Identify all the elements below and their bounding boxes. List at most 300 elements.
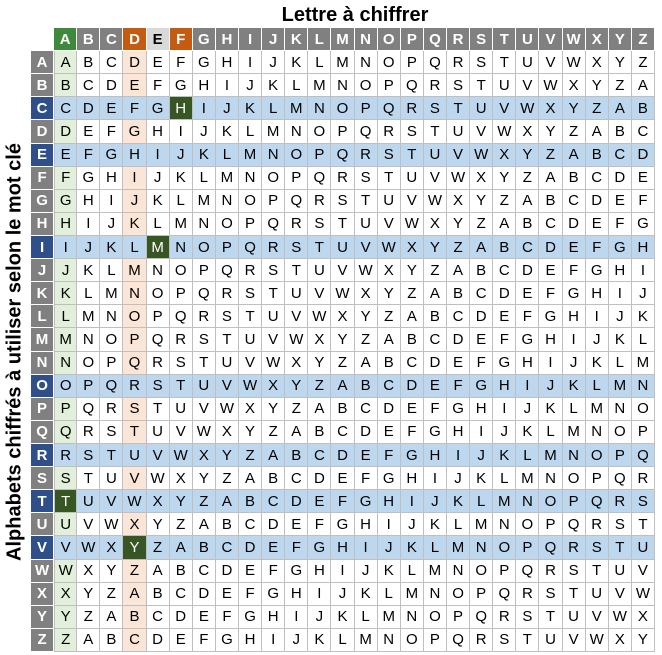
table-cell: X <box>424 213 447 236</box>
table-cell: H <box>401 467 424 490</box>
table-cell: Y <box>401 259 424 282</box>
table-cell: J <box>378 536 401 559</box>
table-cell: W <box>378 236 401 259</box>
table-cell: J <box>609 305 632 328</box>
table-cell: O <box>308 120 331 143</box>
table-cell: F <box>54 167 77 190</box>
table-cell: L <box>447 513 470 536</box>
table-cell: C <box>262 490 285 513</box>
table-cell: J <box>586 328 609 351</box>
table-cell: T <box>493 51 516 74</box>
table-cell: P <box>401 51 424 74</box>
table-cell: U <box>147 421 170 444</box>
encrypted-cell: Y <box>123 536 146 559</box>
table-cell: B <box>147 583 170 606</box>
table-cell: S <box>331 190 354 213</box>
table-cell: O <box>609 421 632 444</box>
table-cell: X <box>539 97 562 120</box>
table-cell: E <box>123 74 146 97</box>
table-cell: Z <box>516 167 539 190</box>
table-cell: I <box>147 144 170 167</box>
table-cell: E <box>447 352 470 375</box>
table-cell: W <box>609 606 632 629</box>
row-header-v: V <box>31 536 54 559</box>
table-cell: X <box>239 398 262 421</box>
table-cell: I <box>170 120 193 143</box>
table-cell: N <box>632 375 655 398</box>
table-cell: S <box>285 236 308 259</box>
table-cell: N <box>401 606 424 629</box>
table-cell: F <box>170 51 193 74</box>
table-cell: V <box>539 51 562 74</box>
table-cell: W <box>586 629 609 652</box>
table-cell: D <box>239 536 262 559</box>
table-cell: L <box>100 259 123 282</box>
table-cell: U <box>378 190 401 213</box>
table-cell: K <box>424 513 447 536</box>
table-cell: U <box>100 467 123 490</box>
table-cell: O <box>147 282 170 305</box>
table-cell: T <box>539 606 562 629</box>
table-cell: P <box>123 328 146 351</box>
table-cell: O <box>470 560 493 583</box>
table-cell: A <box>355 352 378 375</box>
row-header-j: J <box>31 259 54 282</box>
table-cell: H <box>193 74 216 97</box>
table-cell: E <box>170 629 193 652</box>
table-cell: V <box>193 398 216 421</box>
table-cell: J <box>632 282 655 305</box>
table-cell: M <box>632 352 655 375</box>
table-cell: S <box>193 328 216 351</box>
table-cell: M <box>516 467 539 490</box>
table-cell: V <box>586 606 609 629</box>
table-cell: G <box>609 236 632 259</box>
table-cell: Y <box>447 213 470 236</box>
table-cell: Z <box>632 51 655 74</box>
table-cell: D <box>77 97 100 120</box>
vigenere-table <box>31 28 655 652</box>
column-header-x: X <box>586 28 609 51</box>
table-cell: Q <box>516 560 539 583</box>
table-cell: V <box>308 282 331 305</box>
table-corner <box>31 28 54 51</box>
table-cell: G <box>216 629 239 652</box>
row-header-f: F <box>31 167 54 190</box>
table-cell: W <box>632 583 655 606</box>
table-cell: S <box>100 421 123 444</box>
table-cell: C <box>308 444 331 467</box>
table-cell: G <box>355 490 378 513</box>
table-cell: D <box>539 236 562 259</box>
table-cell: H <box>632 236 655 259</box>
table-cell: R <box>632 467 655 490</box>
table-cell: E <box>470 328 493 351</box>
table-cell: E <box>54 144 77 167</box>
table-cell: T <box>147 398 170 421</box>
table-cell: J <box>447 467 470 490</box>
column-header-t: T <box>493 28 516 51</box>
table-cell: W <box>539 74 562 97</box>
table-cell: O <box>239 190 262 213</box>
table-cell: G <box>516 328 539 351</box>
table-cell: J <box>470 444 493 467</box>
table-cell: D <box>424 352 447 375</box>
table-cell: W <box>239 375 262 398</box>
table-cell: B <box>123 606 146 629</box>
table-cell: O <box>123 305 146 328</box>
table-cell: O <box>170 259 193 282</box>
table-cell: K <box>216 120 239 143</box>
table-cell: D <box>147 629 170 652</box>
table-cell: A <box>447 259 470 282</box>
row-header-t: T <box>31 490 54 513</box>
table-cell: S <box>239 282 262 305</box>
table-cell: P <box>563 490 586 513</box>
table-cell: W <box>355 259 378 282</box>
table-cell: F <box>378 444 401 467</box>
table-cell: V <box>170 421 193 444</box>
table-cell: Z <box>216 467 239 490</box>
encrypted-cell: T <box>54 490 77 513</box>
table-cell: Z <box>447 236 470 259</box>
table-cell: Q <box>539 536 562 559</box>
table-cell: O <box>193 236 216 259</box>
table-cell: L <box>586 375 609 398</box>
table-cell: Q <box>100 375 123 398</box>
table-cell: Z <box>355 328 378 351</box>
table-cell: F <box>447 375 470 398</box>
table-cell: F <box>100 120 123 143</box>
table-cell: A <box>586 120 609 143</box>
table-cell: E <box>516 282 539 305</box>
table-cell: O <box>262 167 285 190</box>
table-cell: W <box>308 305 331 328</box>
table-cell: S <box>470 51 493 74</box>
table-cell: E <box>378 421 401 444</box>
table-cell: J <box>193 120 216 143</box>
table-cell: D <box>447 328 470 351</box>
table-cell: X <box>308 328 331 351</box>
table-cell: A <box>401 305 424 328</box>
table-cell: K <box>170 167 193 190</box>
table-cell: Y <box>147 513 170 536</box>
table-cell: N <box>285 120 308 143</box>
row-header-z: Z <box>31 629 54 652</box>
row-header-b: B <box>31 74 54 97</box>
table-cell: S <box>539 583 562 606</box>
encrypted-cell: M <box>147 236 170 259</box>
table-cell: T <box>632 513 655 536</box>
table-cell: K <box>516 421 539 444</box>
table-cell: B <box>609 120 632 143</box>
table-cell: H <box>100 167 123 190</box>
table-cell: U <box>632 536 655 559</box>
table-cell: N <box>100 305 123 328</box>
column-header-m: M <box>331 28 354 51</box>
table-cell: R <box>493 606 516 629</box>
table-cell: E <box>539 259 562 282</box>
table-cell: Z <box>586 97 609 120</box>
column-header-o: O <box>378 28 401 51</box>
table-cell: I <box>609 282 632 305</box>
table-cell: R <box>170 328 193 351</box>
table-cell: A <box>609 97 632 120</box>
table-cell: I <box>355 536 378 559</box>
table-cell: Y <box>100 560 123 583</box>
column-header-h: H <box>216 28 239 51</box>
table-cell: E <box>308 490 331 513</box>
table-cell: D <box>100 74 123 97</box>
side-label-container <box>0 52 30 652</box>
table-cell: P <box>331 120 354 143</box>
table-cell: H <box>424 444 447 467</box>
table-cell: I <box>401 490 424 513</box>
table-cell: D <box>308 467 331 490</box>
table-cell: E <box>100 97 123 120</box>
table-cell: P <box>378 74 401 97</box>
row-header-p: P <box>31 398 54 421</box>
table-cell: Q <box>563 513 586 536</box>
table-cell: Z <box>308 375 331 398</box>
table-cell: D <box>516 259 539 282</box>
table-cell: T <box>424 120 447 143</box>
column-header-r: R <box>447 28 470 51</box>
table-cell: W <box>470 144 493 167</box>
table-cell: S <box>170 352 193 375</box>
table-cell: M <box>355 629 378 652</box>
table-cell: J <box>216 97 239 120</box>
table-cell: S <box>216 305 239 328</box>
table-cell: N <box>54 352 77 375</box>
table-cell: K <box>401 536 424 559</box>
table-cell: E <box>401 398 424 421</box>
table-cell: M <box>123 259 146 282</box>
table-cell: B <box>54 74 77 97</box>
table-cell: K <box>378 560 401 583</box>
table-cell: X <box>123 513 146 536</box>
table-cell: P <box>424 629 447 652</box>
table-cell: E <box>424 375 447 398</box>
table-cell: L <box>516 444 539 467</box>
table-cell: A <box>493 213 516 236</box>
table-cell: R <box>77 421 100 444</box>
table-cell: G <box>493 352 516 375</box>
table-cell: L <box>262 97 285 120</box>
table-cell: B <box>470 259 493 282</box>
table-cell: Q <box>609 467 632 490</box>
table-cell: C <box>285 467 308 490</box>
column-header-j: J <box>262 28 285 51</box>
table-cell: K <box>609 328 632 351</box>
table-cell: T <box>100 444 123 467</box>
table-cell: P <box>193 259 216 282</box>
table-cell: D <box>170 606 193 629</box>
table-cell: K <box>447 490 470 513</box>
table-cell: I <box>77 213 100 236</box>
table-cell: F <box>147 74 170 97</box>
table-cell: R <box>516 583 539 606</box>
table-cell: A <box>193 513 216 536</box>
row-header-o: O <box>31 375 54 398</box>
table-cell: H <box>216 51 239 74</box>
table-cell: H <box>239 629 262 652</box>
table-cell: W <box>216 398 239 421</box>
table-cell: U <box>355 213 378 236</box>
table-cell: G <box>331 513 354 536</box>
table-cell: K <box>262 74 285 97</box>
table-cell: L <box>632 328 655 351</box>
table-cell: G <box>285 560 308 583</box>
table-cell: J <box>170 144 193 167</box>
table-cell: V <box>378 213 401 236</box>
table-cell: V <box>54 536 77 559</box>
table-cell: W <box>447 167 470 190</box>
table-cell: R <box>401 97 424 120</box>
table-cell: I <box>100 190 123 213</box>
row-header-i: I <box>31 236 54 259</box>
table-cell: I <box>424 467 447 490</box>
table-cell: O <box>447 583 470 606</box>
table-cell: T <box>586 560 609 583</box>
table-cell: O <box>54 375 77 398</box>
table-cell: F <box>308 513 331 536</box>
table-cell: Q <box>170 305 193 328</box>
table-cell: Z <box>493 190 516 213</box>
table-cell: U <box>493 74 516 97</box>
table-cell: X <box>147 490 170 513</box>
table-cell: K <box>331 606 354 629</box>
table-cell: F <box>632 190 655 213</box>
table-cell: L <box>563 398 586 421</box>
table-cell: C <box>424 328 447 351</box>
table-cell: W <box>123 490 146 513</box>
table-cell: Q <box>447 629 470 652</box>
table-cell: V <box>447 144 470 167</box>
table-cell: F <box>216 606 239 629</box>
table-cell: G <box>539 305 562 328</box>
table-cell: J <box>331 583 354 606</box>
table-cell: Q <box>493 583 516 606</box>
table-cell: J <box>355 560 378 583</box>
table-cell: H <box>331 536 354 559</box>
table-cell: Z <box>77 606 100 629</box>
table-cell: G <box>586 259 609 282</box>
column-header-v: V <box>539 28 562 51</box>
table-cell: U <box>262 305 285 328</box>
table-cell: N <box>378 629 401 652</box>
table-cell: Q <box>193 282 216 305</box>
table-cell: Q <box>586 490 609 513</box>
table-cell: X <box>586 51 609 74</box>
table-cell: W <box>54 560 77 583</box>
table-cell: B <box>77 51 100 74</box>
table-cell: A <box>147 560 170 583</box>
table-cell: J <box>77 236 100 259</box>
table-cell: M <box>609 375 632 398</box>
table-cell: R <box>123 375 146 398</box>
table-cell: G <box>632 213 655 236</box>
table-cell: W <box>147 467 170 490</box>
column-header-y: Y <box>609 28 632 51</box>
table-cell: Y <box>632 629 655 652</box>
row-header-w: W <box>31 560 54 583</box>
table-cell: B <box>516 213 539 236</box>
table-cell: T <box>563 583 586 606</box>
table-cell: R <box>447 51 470 74</box>
table-cell: N <box>586 421 609 444</box>
table-cell: B <box>378 352 401 375</box>
table-cell: D <box>586 190 609 213</box>
table-cell: P <box>262 190 285 213</box>
table-cell: Y <box>516 144 539 167</box>
table-cell: B <box>424 305 447 328</box>
table-cell: T <box>216 328 239 351</box>
table-cell: D <box>470 305 493 328</box>
table-cell: T <box>123 421 146 444</box>
table-cell: U <box>77 490 100 513</box>
table-cell: I <box>123 167 146 190</box>
table-cell: E <box>285 513 308 536</box>
table-cell: A <box>262 444 285 467</box>
table-cell: I <box>563 328 586 351</box>
table-cell: J <box>401 513 424 536</box>
table-cell: U <box>539 629 562 652</box>
table-cell: X <box>331 305 354 328</box>
table-cell: B <box>493 236 516 259</box>
table-cell: X <box>447 190 470 213</box>
row-header-m: M <box>31 328 54 351</box>
table-cell: Y <box>239 421 262 444</box>
table-cell: W <box>262 352 285 375</box>
table-cell: S <box>147 375 170 398</box>
table-cell: U <box>586 583 609 606</box>
table-cell: X <box>77 560 100 583</box>
table-cell: H <box>123 144 146 167</box>
table-cell: Z <box>285 398 308 421</box>
table-cell: S <box>447 74 470 97</box>
table-cell: V <box>123 467 146 490</box>
table-cell: Q <box>308 167 331 190</box>
table-cell: E <box>77 120 100 143</box>
table-cell: P <box>216 236 239 259</box>
table-cell: V <box>331 259 354 282</box>
table-cell: J <box>308 606 331 629</box>
table-cell: U <box>401 167 424 190</box>
table-cell: D <box>493 282 516 305</box>
table-cell: W <box>563 51 586 74</box>
table-cell: T <box>285 259 308 282</box>
table-cell: Z <box>470 213 493 236</box>
column-header-l: L <box>308 28 331 51</box>
table-cell: X <box>609 629 632 652</box>
table-cell: U <box>447 120 470 143</box>
table-cell: M <box>539 444 562 467</box>
table-cell: Z <box>193 490 216 513</box>
table-cell: C <box>123 629 146 652</box>
table-cell: E <box>193 606 216 629</box>
table-cell: O <box>586 444 609 467</box>
table-cell: B <box>100 629 123 652</box>
table-cell: X <box>401 236 424 259</box>
table-cell: Y <box>77 583 100 606</box>
table-cell: U <box>123 444 146 467</box>
table-cell: V <box>262 328 285 351</box>
table-cell: A <box>632 74 655 97</box>
table-cell: X <box>285 352 308 375</box>
table-cell: R <box>216 282 239 305</box>
table-cell: X <box>193 444 216 467</box>
